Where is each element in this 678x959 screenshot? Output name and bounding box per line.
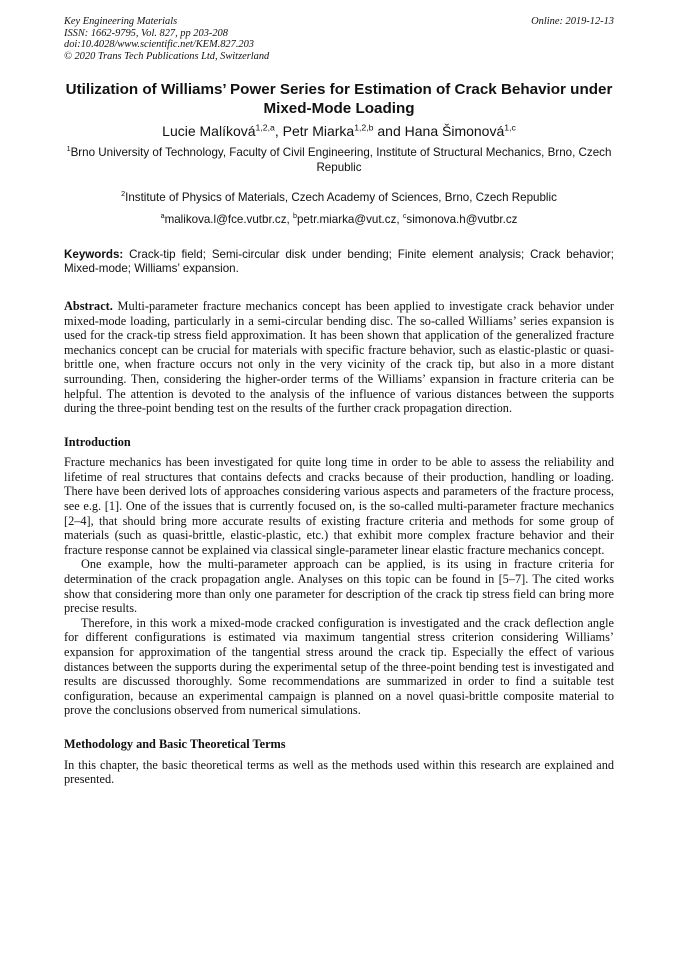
author-name: Lucie Malíková [162,123,256,140]
author-separator: , [274,123,283,140]
section-heading-introduction: Introduction [64,434,131,449]
section-heading-methodology: Methodology and Basic Theoretical Terms [64,736,286,751]
intro-paragraph-2: One example, how the multi-parameter approach can be applied, is its using in fracture criteria for determination of the crack propagation angle. Analyses on this topic can be found in [5–7]. The cited works show that considering more than only one parameter for description of the crack tip stress field can bring more precise results. [64,557,614,616]
author-affiliation-mark: 1,2,b [354,122,374,133]
affiliation-2 [64,188,614,206]
abstract [64,299,614,416]
author-name: Petr Miarka [282,123,355,140]
author-affiliation-mark: 1,2,a [255,122,275,133]
email-address[interactable]: simonova.h@vutbr.cz [406,213,518,227]
affiliation-mark: 1 [66,144,71,154]
email-address[interactable]: petr.miarka@vut.cz [296,213,397,227]
email-address[interactable]: malikova.l@fce.vutbr.cz [164,213,287,227]
abstract-text: Multi-parameter fracture mechanics concept has been applied to investigate crack behavior under mixed-mode loading, particularly in a semi-circular bending disc. The so-called Williams’ series expansion is used for the crack-tip stress field approximation. It has been shown that application of the generalized fracture mechanics concept can be crucial for materials with specific fracture behavior, such as elastic-plastic or quasi-brittle one, when fracture occurs not only in the very vicinity of the crack tip, but also in a more distant surrounding. Then, considering the higher-order terms of the Williams’ expansion in fracture criteria can be helpful. The attention is devoted to the analysis of the influence of various distances between the supports during the three-point bending test on the results of the further crack propagation direction. [64,298,614,416]
author-name: Hana Šimonová [404,123,505,140]
email-separator: , [396,213,403,227]
email-separator: , [286,213,293,227]
keywords-text: Crack-tip field; Semi-circular disk under bending; Finite element analysis; Crack behavior; Mixed-mode; Williams’ expansion. [64,247,614,276]
journal-issn: ISSN: 1662-9795, Vol. 827, pp 203-208 [64,27,228,39]
email-mark: b [292,211,297,221]
affiliation-1 [64,146,614,175]
author-list [64,122,614,140]
online-date: Online: 2019-12-13 [531,16,614,27]
journal-header [64,16,614,62]
affiliation-text: Institute of Physics of Materials, Czech Academy of Sciences, Brno, Czech Republic [125,190,557,204]
journal-doi: doi:10.4028/www.scientific.net/KEM.827.203 [64,39,254,51]
author-separator: and [373,123,405,140]
email-mark: a [160,211,165,221]
email-mark: c [402,211,407,221]
abstract-label: Abstract. [64,298,113,313]
journal-copyright: © 2020 Trans Tech Publications Ltd, Switzerland [64,50,270,62]
author-emails [64,213,614,228]
affiliation-mark: 2 [121,188,126,198]
affiliation-text: Brno University of Technology, Faculty of Civil Engineering, Institute of Structural Mechanics, Brno, Czech Republic [70,146,612,174]
methodology-paragraph-1: In this chapter, the basic theoretical terms as well as the methods used within this research are explained and presented. [64,757,614,787]
intro-paragraph-1: Fracture mechanics has been investigated for quite long time in order to be able to assess the reliability and lifetime of real structures that contains defects and cracks because of their production, handling or loading. There have been derived lots of approaches considering various aspects and parameters of the fracture process, see e.g. [1]. One of the issues that is currently focused on, is the so-called multi-parameter fracture mechanics [2–4], that should bring more accurate results of existing fracture criteria and methods for some group of materials (such as quasi-brittle, elastic-plastic, etc.) that exhibit more complex fracture behavior and their fracture response cannot be explained via classical single-parameter linear elastic fracture mechanics concept. [64,455,614,557]
keywords-label: Keywords: [64,247,124,261]
intro-paragraph-3: Therefore, in this work a mixed-mode cracked configuration is investigated and the crack deflection angle for different configurations is estimated via maximum tangential stress criterion considering Williams’ expansion for approximation of the tangential stress around the crack tip. Especially the effect of various distances between the supports during the experimental setup of the three-point bending test is investigated and results are discussed thoroughly. Some recommendations are summarized in order to find a suitable test configuration, because an experimental campaign is planned on a novel quasi-brittle composite material to prove the conclusions observed from numerical simulations. [64,615,614,718]
journal-name: Key Engineering Materials [64,16,178,27]
paper-title: Utilization of Williams’ Power Series for Estimation of Crack Behavior under Mixed-Mode Loading [65,81,613,117]
author-affiliation-mark: 1,c [504,122,516,133]
keywords [64,248,614,277]
